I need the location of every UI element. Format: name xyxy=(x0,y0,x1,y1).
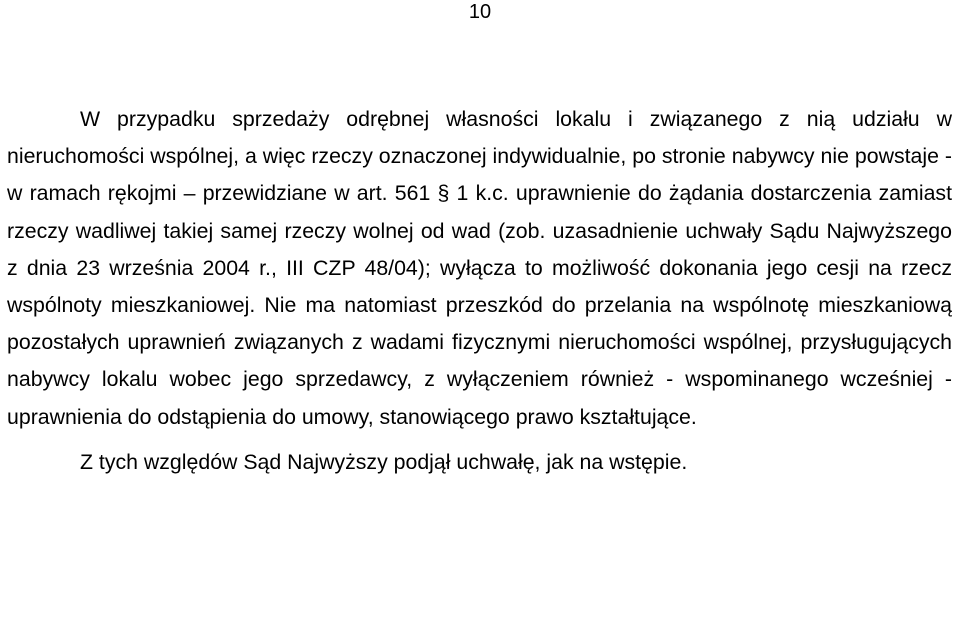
document-body xyxy=(7,101,952,481)
paragraph-reasoning: W przypadku sprzedaży odrębnej własności lokalu i związanego z nią udziału w nieruchomości wspólnej, a więc rzeczy oznaczonej indywidualnie, po stronie nabywcy nie powstaje - w ramach rękojmi – przewidziane w art. 561 § 1 k.c. uprawnienie do żądania dostarczenia zamiast rzeczy wadliwej takiej samej rzeczy wolnej od wad (zob. uzasadnienie uchwały Sądu Najwyższego z dnia 23 września 2004 r., III CZP 48/04); wyłącza to możliwość dokonania jego cesji na rzecz wspólnoty mieszkaniowej. Nie ma natomiast przeszkód do przelania na wspólnotę mieszkaniową pozostałych uprawnień związanych z wadami fizycznymi nieruchomości wspólnej, przysługujących nabywcy lokalu wobec jego sprzedawcy, z wyłączeniem również - wspominanego wcześniej - uprawnienia do odstąpienia do umowy, stanowiącego prawo kształtujące. xyxy=(7,107,952,429)
page-number: 10 xyxy=(468,1,492,23)
paragraph-conclusion: Z tych względów Sąd Najwyższy podjął uchwałę, jak na wstępie. xyxy=(80,449,688,474)
